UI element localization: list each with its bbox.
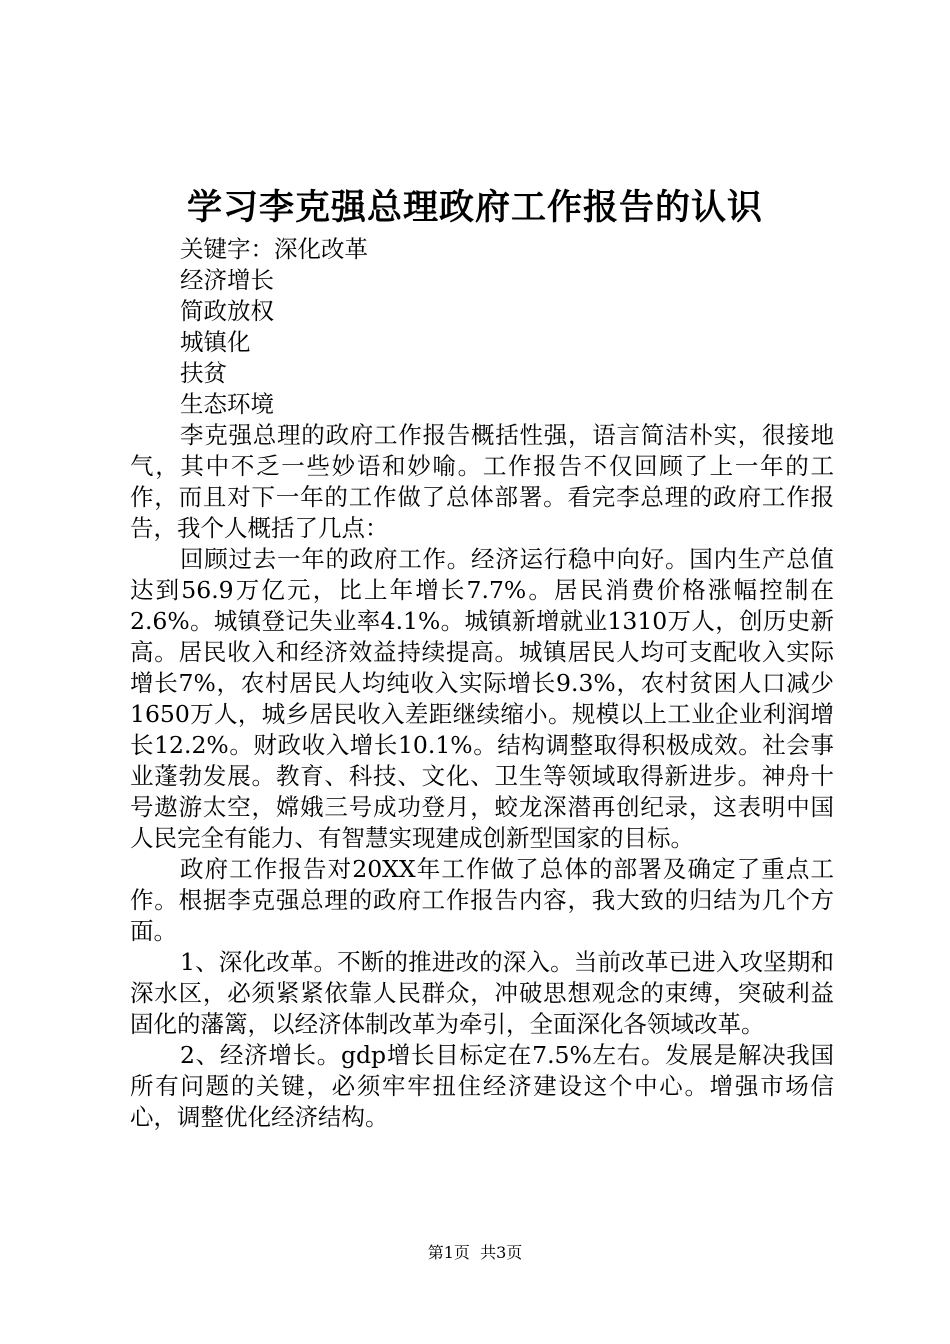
keyword-item: 简政放权 [180, 297, 274, 325]
page-footer [0, 1241, 950, 1265]
keyword-item: 经济增长 [180, 266, 274, 294]
keywords-label: 关键字：深化改革 [180, 235, 368, 263]
document-title: 学习李克强总理政府工作报告的认识 [186, 187, 763, 228]
paragraph: 李克强总理的政府工作报告概括性强，语言简洁朴实，很接地气，其中不乏一些妙语和妙喻。工作报告不仅回顾了上一年的工作，而且对下一年的工作做了总体部署。看完李总理的政府工作报告，我个人概括了几点： [130, 421, 834, 542]
paragraph: 回顾过去一年的政府工作。经济运行稳中向好。国内生产总值达到56.9万亿元，比上年增长7.7%。居民消费价格涨幅控制在2.6%。城镇登记失业率4.1%。城镇新增就业1310万人，创历史新高。居民收入和经济效益持续提高。城镇居民人均可支配收入实际增长7%，农村居民人均纯收入实际增长9.3%，农村贫困人口减少1650万人，城乡居民收入差距继续缩小。规模以上工业企业利润增长12.2%。财政收入增长10.1%。结构调整取得积极成效。社会事业蓬勃发展。教育、科技、文化、卫生等领域取得新进步。神舟十号遨游太空，嫦娥三号成功登月，蛟龙深潜再创纪录，这表明中国人民完全有能力、有智慧实现建成创新型国家的目标。 [130, 545, 834, 852]
keyword-item: 城镇化 [180, 328, 251, 356]
keyword-item: 生态环境 [180, 390, 274, 418]
keyword-item: 扶贫 [180, 359, 227, 387]
document-body [130, 234, 834, 1133]
paragraph: 政府工作报告对20XX年工作做了总体的部署及确定了重点工作。根据李克强总理的政府工作报告内容，我大致的归结为几个方面。 [130, 855, 834, 945]
page-total: 共3页 [480, 1243, 523, 1262]
page-number: 第1页 [427, 1243, 470, 1262]
paragraph: 2、经济增长。gdp增长目标定在7.5%左右。发展是解决我国所有问题的关键，必须牢牢扭住经济建设这个中心。增强市场信心，调整优化经济结构。 [130, 1041, 834, 1131]
paragraph: 1、深化改革。不断的推进改的深入。当前改革已进入攻坚期和深水区，必须紧紧依靠人民群众，冲破思想观念的束缚，突破利益固化的藩篱，以经济体制改革为牵引，全面深化各领域改革。 [130, 948, 834, 1038]
